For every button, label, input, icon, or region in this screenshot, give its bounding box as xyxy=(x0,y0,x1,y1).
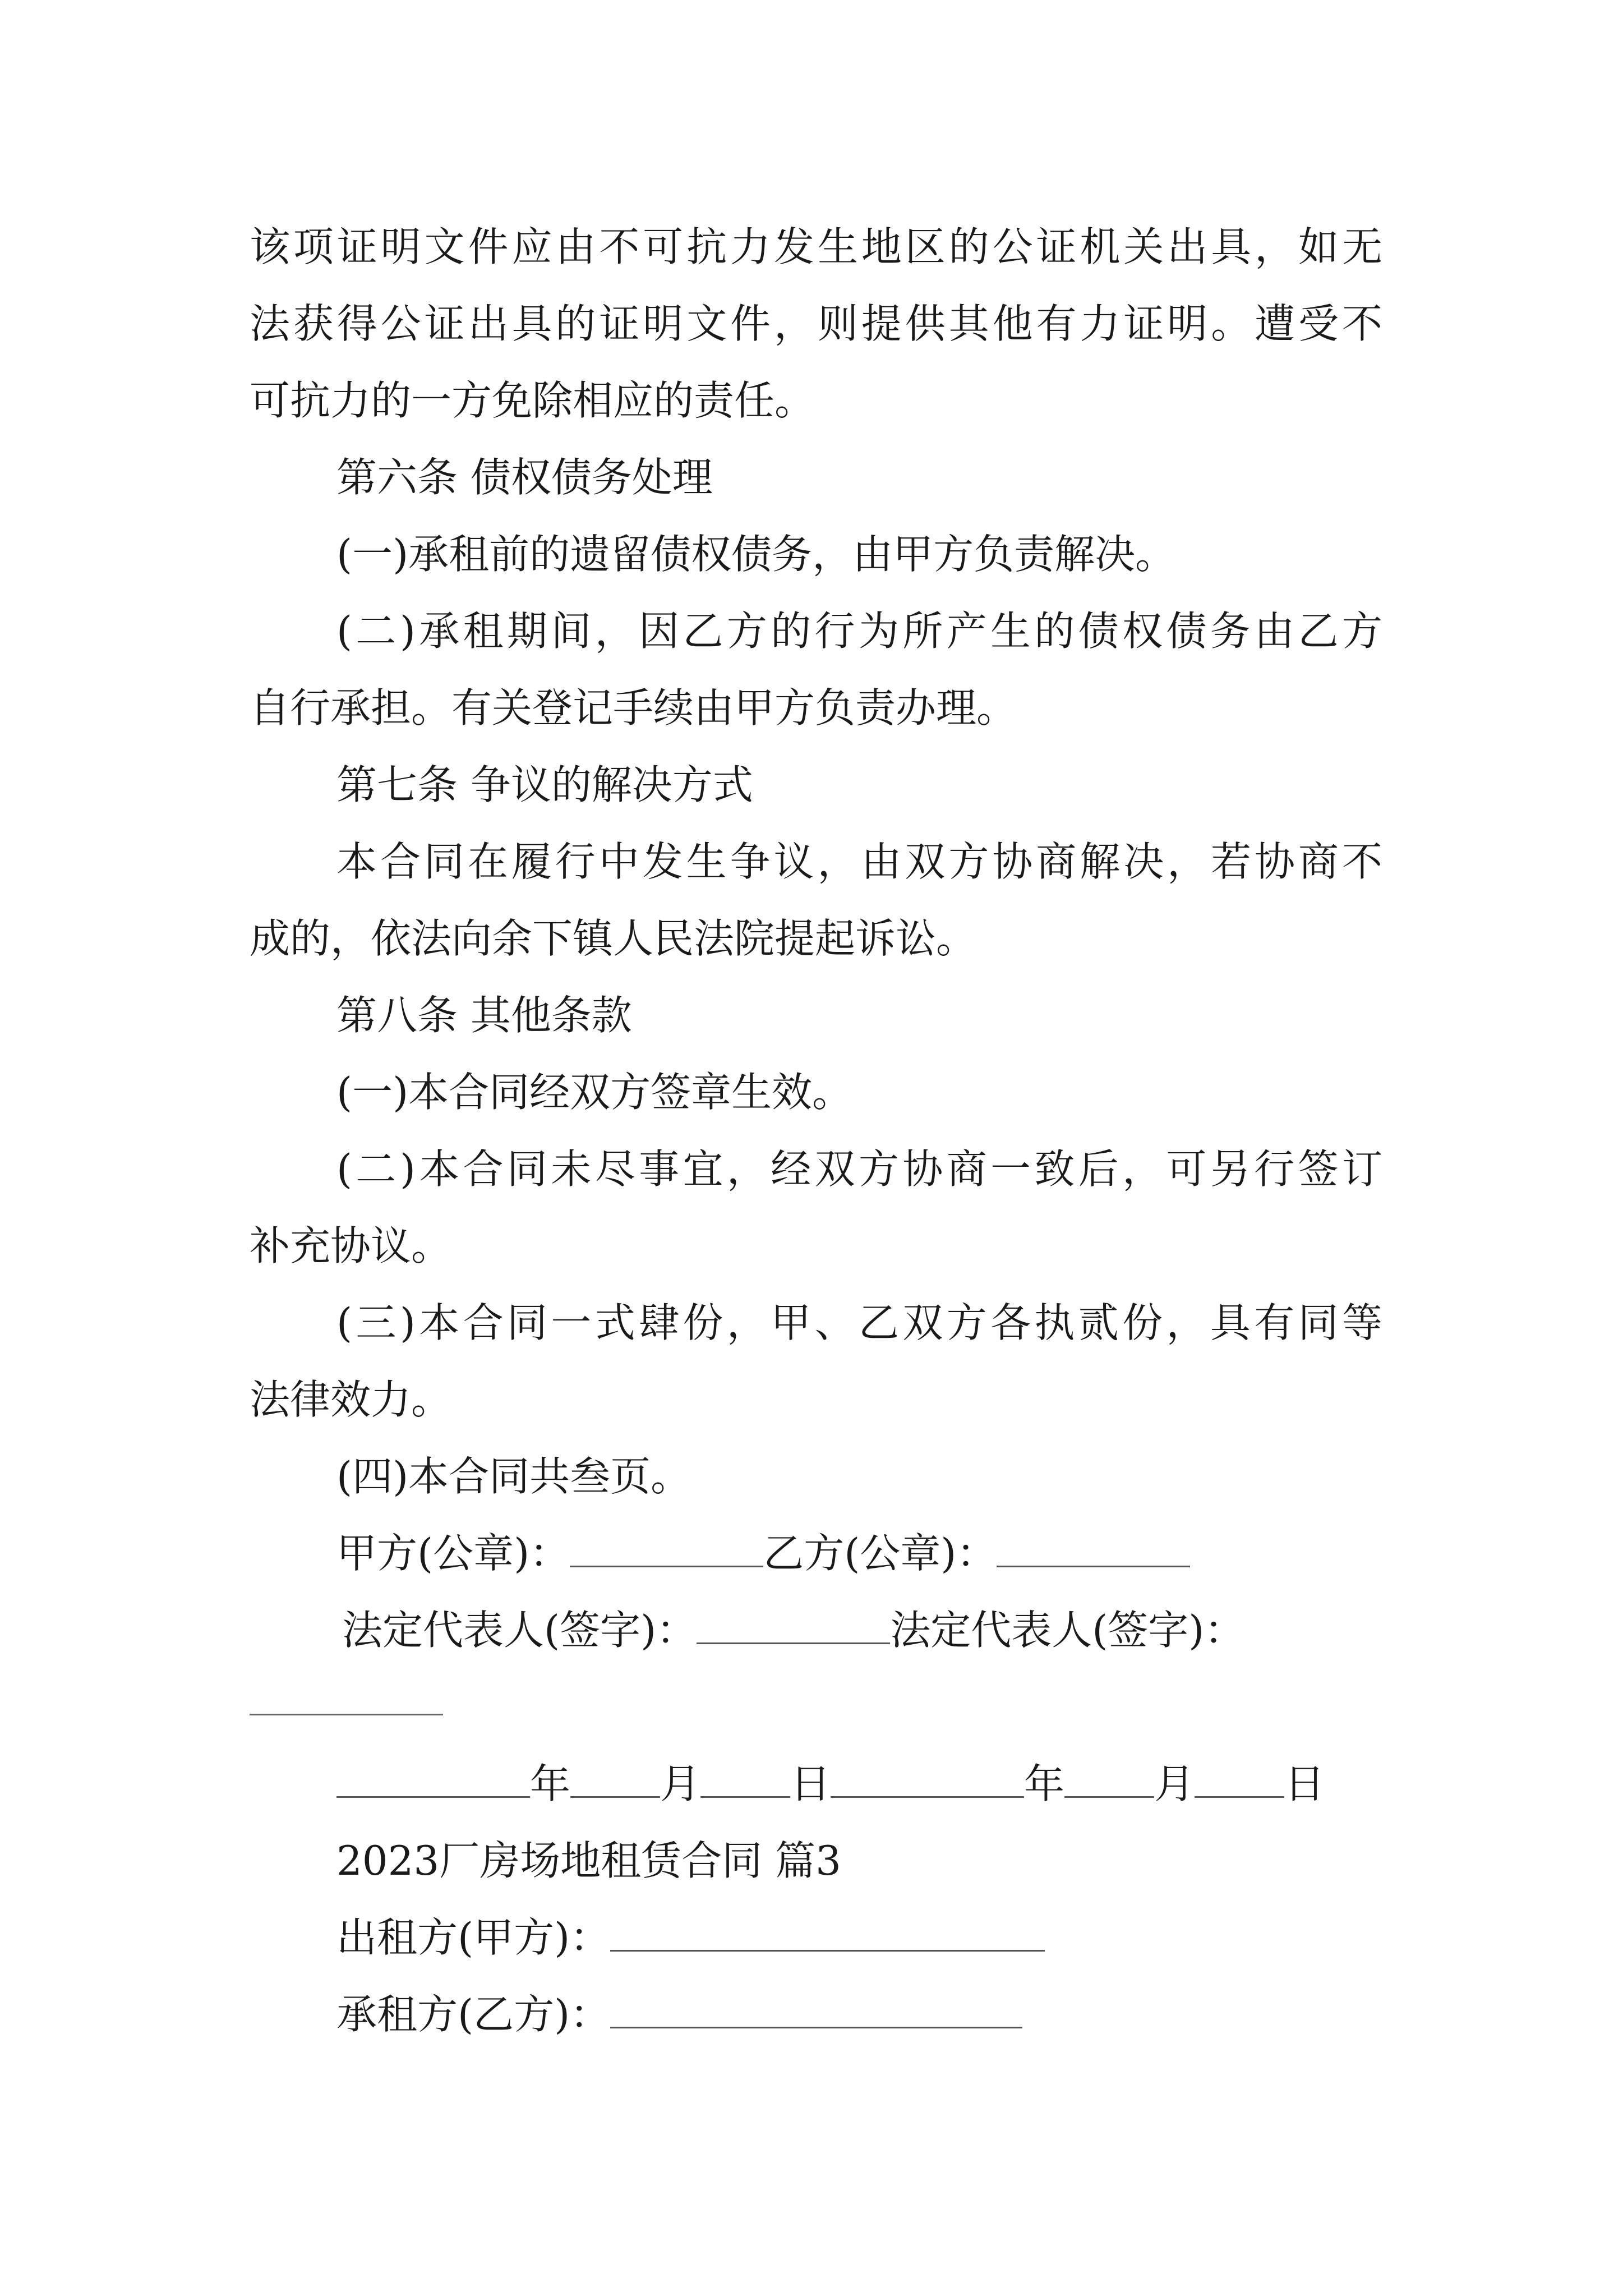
lessee-blank xyxy=(610,1982,1022,2028)
article-8-clause-1: (一)本合同经双方签章生效。 xyxy=(336,1069,853,1116)
article-8-clause-4: (四)本合同共叁页。 xyxy=(336,1453,691,1500)
day-blank xyxy=(1195,1751,1284,1798)
rep-b-label: 法定代表人(签字)： xyxy=(890,1607,1245,1654)
date-line xyxy=(336,1750,1325,1818)
article-7-body-cont: 成的，依法向余下镇人民法院提起诉讼。 xyxy=(250,915,977,962)
article-7-title: 第七条 争议的解决方式 xyxy=(336,761,753,808)
article-6-clause-2: (二)承租期间，因乙方的行为所产生的债权债务由乙方 xyxy=(336,608,1382,655)
month-label: 月 xyxy=(1154,1760,1195,1807)
article-8-clause-3-cont: 法律效力。 xyxy=(250,1376,452,1423)
month-label: 月 xyxy=(660,1760,701,1807)
party-a-seal-label: 甲方(公章)： xyxy=(336,1530,570,1577)
party-b-seal-label: 乙方(公章)： xyxy=(763,1530,997,1577)
day-label: 日 xyxy=(1284,1760,1325,1807)
month-blank xyxy=(570,1751,660,1798)
seal-line xyxy=(336,1520,1190,1587)
article-8-clause-2: (二)本合同未尽事宜，经双方协商一致后，可另行签订 xyxy=(336,1145,1382,1193)
lessee-label: 承租方(乙方)： xyxy=(336,1991,611,2038)
day-label: 日 xyxy=(790,1760,831,1807)
article-8-clause-2-cont: 补充协议。 xyxy=(250,1222,452,1269)
article-8-clause-3: (三)本合同一式肆份，甲、乙双方各执贰份，具有同等 xyxy=(336,1299,1382,1346)
year-label: 年 xyxy=(530,1760,571,1807)
year-blank xyxy=(831,1751,1024,1798)
year-blank xyxy=(336,1751,530,1798)
party-b-seal-blank xyxy=(997,1521,1190,1567)
year-label: 年 xyxy=(1024,1760,1065,1807)
lessor-line xyxy=(336,1904,1045,1971)
rep-a-label: 法定代表人(签字)： xyxy=(342,1607,697,1654)
day-blank xyxy=(700,1751,790,1798)
article-6-clause-2-cont: 自行承担。有关登记手续由甲方负责办理。 xyxy=(250,684,1017,731)
next-contract-title: 2023厂房场地租赁合同 篇3 xyxy=(336,1837,841,1884)
representative-line xyxy=(342,1596,1244,1664)
article-7-body: 本合同在履行中发生争议，由双方协商解决，若协商不 xyxy=(336,838,1382,885)
paragraph-line: 该项证明文件应由不可抗力发生地区的公证机关出具，如无 xyxy=(250,223,1382,270)
lessor-blank xyxy=(610,1905,1045,1952)
rep-a-blank xyxy=(697,1598,890,1644)
article-8-title: 第八条 其他条款 xyxy=(336,992,632,1039)
article-6-title: 第六条 债权债务处理 xyxy=(336,454,713,501)
month-blank xyxy=(1064,1751,1154,1798)
lessor-label: 出租方(甲方)： xyxy=(336,1914,611,1961)
paragraph-line: 法获得公证出具的证明文件，则提供其他有力证明。遭受不 xyxy=(250,300,1382,347)
rep-b-blank xyxy=(250,1714,443,1715)
lessee-line xyxy=(336,1981,1022,2048)
party-a-seal-blank xyxy=(570,1521,763,1567)
article-6-clause-1: (一)承租前的遗留债权债务，由甲方负责解决。 xyxy=(336,531,1176,578)
paragraph-line: 可抗力的一方免除相应的责任。 xyxy=(250,377,815,424)
